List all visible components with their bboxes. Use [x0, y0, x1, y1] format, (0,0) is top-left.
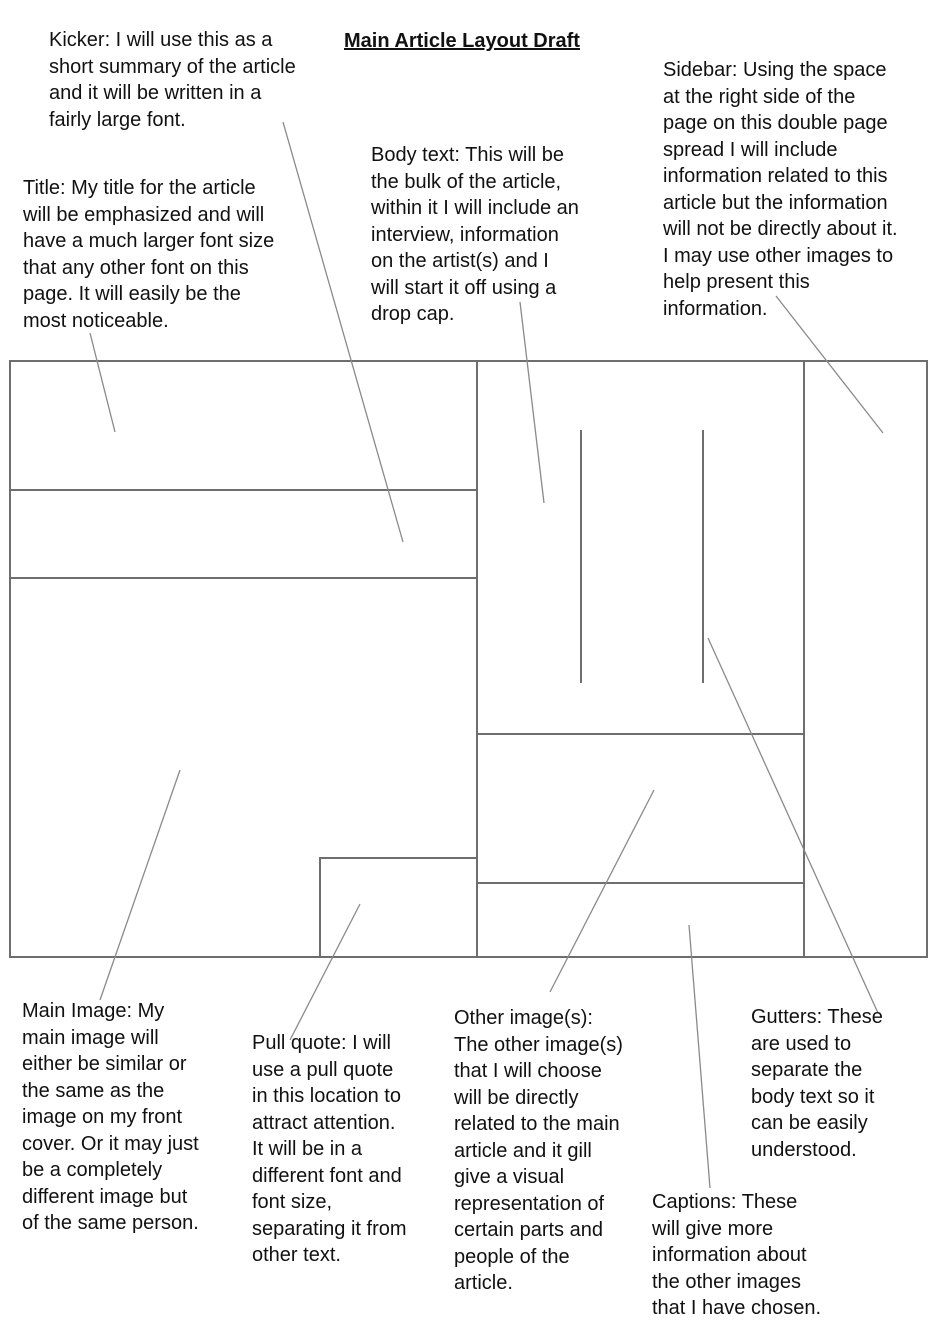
- other-images-leader-line: [550, 790, 654, 992]
- title-annotation: Title: My title for the article will be emphasized and will have a much larger font size that any other font on this page. It will easily be the most noticeable.: [23, 177, 275, 332]
- captions-annotation: Captions: These will give more information about the other images that I have chosen.: [652, 1191, 822, 1319]
- pull-quote-leader-line: [290, 904, 360, 1040]
- body-text-annotation: Body text: This will be the bulk of the article, within it I will include an interview, information on the artist(s) and I will start it off using a drop cap.: [371, 144, 579, 325]
- page-title: Main Article Layout Draft: [344, 30, 580, 52]
- body-text-leader-line: [520, 302, 544, 503]
- pull-quote-box: [320, 858, 477, 957]
- captions-leader-line: [689, 925, 710, 1188]
- sidebar-annotation: Sidebar: Using the space at the right side of the page on this double page spread I will include information related to this article but the information will not be directly about it. I may use other images to help present this information.: [663, 59, 898, 320]
- pull-quote-annotation: Pull quote: I will use a pull quote in this location to attract attention. It will be in a different font and font size, separating it from other text.: [252, 1032, 407, 1266]
- gutters-annotation: Gutters: These are used to separate the body text so it can be easily understood.: [751, 1006, 883, 1161]
- kicker-annotation: Kicker: I will use this as a short summary of the article and it will be written in a fairly large font.: [49, 29, 296, 131]
- other-images-annotation: Other image(s): The other image(s) that I will choose will be directly related to the main article and it gill give a visual representation of certain parts and people of the article.: [454, 1007, 623, 1294]
- main-image-leader-line: [100, 770, 180, 1000]
- title-leader-line: [90, 333, 115, 432]
- page-frame: [10, 361, 927, 957]
- main-image-annotation: Main Image: My main image will either be similar or the same as the image on my front cover. Or it may just be a completely different image but of the same person.: [22, 1000, 199, 1234]
